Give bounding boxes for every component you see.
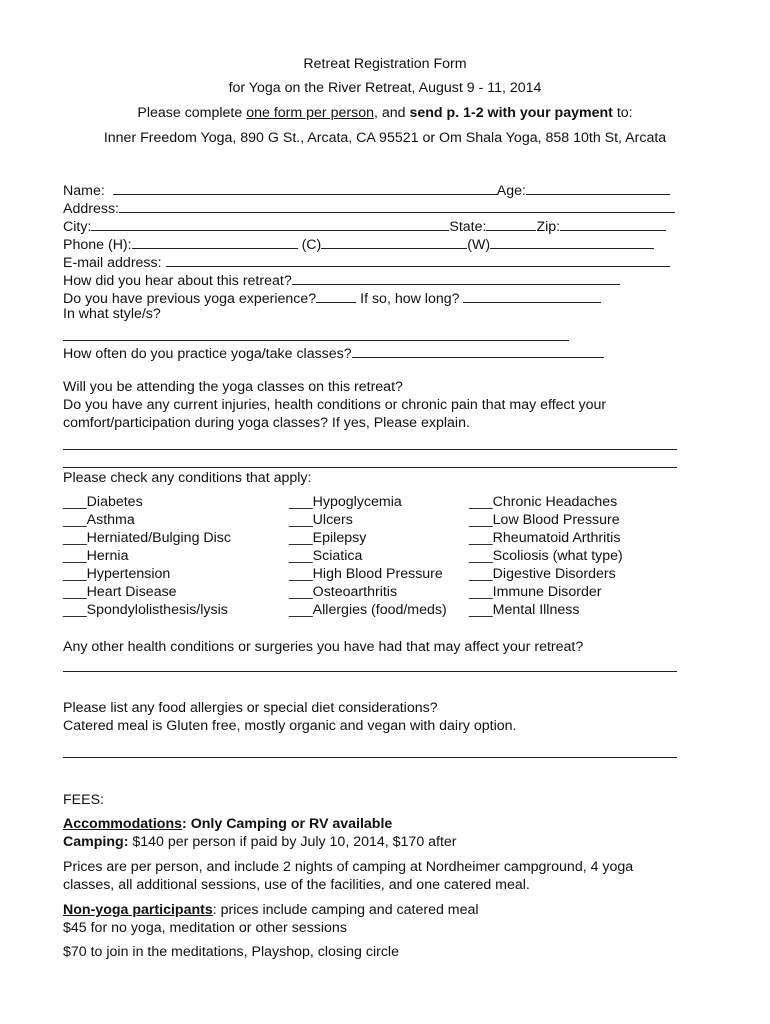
- condition-checkbox-blank[interactable]: ___: [289, 548, 313, 564]
- condition-checkbox-blank[interactable]: ___: [63, 584, 87, 600]
- how-often-field[interactable]: [352, 343, 604, 358]
- condition-label: Hypertension: [86, 566, 171, 582]
- condition-item[interactable]: [289, 602, 447, 618]
- condition-label: Diabetes: [86, 494, 143, 510]
- accommodations-note: : Only Camping or RV available: [182, 816, 393, 832]
- experience-label: Do you have previous yoga experience?: [63, 291, 317, 307]
- experience-field[interactable]: [316, 288, 356, 303]
- address-field[interactable]: [119, 198, 675, 213]
- condition-label: Hypoglycemia: [312, 494, 402, 510]
- condition-item[interactable]: [469, 494, 617, 510]
- form-instructions: [0, 105, 770, 121]
- condition-item[interactable]: [469, 530, 620, 546]
- phone-c-label: (C): [301, 237, 322, 253]
- condition-label: Herniated/Bulging Disc: [86, 530, 231, 546]
- condition-label: Digestive Disorders: [492, 566, 616, 582]
- condition-label: Heart Disease: [86, 584, 177, 600]
- condition-item[interactable]: [63, 512, 135, 528]
- condition-item[interactable]: [469, 602, 579, 618]
- accommodations-row: [63, 816, 392, 832]
- condition-item[interactable]: [289, 566, 443, 582]
- condition-item[interactable]: [469, 548, 623, 564]
- phone-h-field[interactable]: [132, 234, 298, 249]
- camping-price: $140 per person if paid by July 10, 2014, $170 after: [128, 834, 457, 850]
- condition-checkbox-blank[interactable]: ___: [469, 512, 493, 528]
- condition-checkbox-blank[interactable]: ___: [63, 602, 87, 618]
- condition-checkbox-blank[interactable]: ___: [63, 548, 87, 564]
- age-field[interactable]: [526, 180, 670, 195]
- city-label: City:: [63, 219, 92, 235]
- condition-label: Mental Illness: [492, 602, 580, 618]
- instr-bold: send p. 1-2 with your payment: [409, 105, 613, 121]
- condition-checkbox-blank[interactable]: ___: [289, 584, 313, 600]
- form-title: Retreat Registration Form: [303, 56, 467, 72]
- condition-checkbox-blank[interactable]: ___: [63, 530, 87, 546]
- prices-line-1: Prices are per person, and include 2 nights of camping at Nordheimer campground, 4 yoga: [63, 859, 634, 875]
- condition-item[interactable]: [63, 548, 128, 564]
- condition-checkbox-blank[interactable]: ___: [289, 512, 313, 528]
- condition-checkbox-blank[interactable]: ___: [289, 494, 313, 510]
- condition-item[interactable]: [469, 566, 616, 582]
- condition-label: Rheumatoid Arthritis: [492, 530, 621, 546]
- injuries-answer-line-1[interactable]: [63, 449, 677, 450]
- condition-item[interactable]: [469, 584, 601, 600]
- condition-checkbox-blank[interactable]: ___: [469, 602, 493, 618]
- condition-item[interactable]: [63, 584, 177, 600]
- instr-pre: Please complete: [137, 105, 247, 121]
- condition-label: Epilepsy: [312, 530, 367, 546]
- zip-field[interactable]: [560, 216, 666, 231]
- non-yoga-row: [63, 902, 479, 918]
- phone-row: [63, 234, 654, 253]
- condition-label: Hernia: [86, 548, 129, 564]
- condition-label: Scoliosis (what type): [492, 548, 623, 564]
- condition-checkbox-blank[interactable]: ___: [469, 494, 493, 510]
- email-label: E-mail address:: [63, 255, 162, 271]
- fee-45: $45 for no yoga, meditation or other sessions: [63, 920, 347, 936]
- accommodations-label: Accommodations: [63, 816, 183, 832]
- attending-question: Will you be attending the yoga classes on this retreat?: [63, 379, 403, 395]
- condition-item[interactable]: [63, 566, 170, 582]
- how-long-label: If so, how long?: [360, 291, 460, 307]
- style-label: In what style/s?: [63, 306, 161, 322]
- city-field[interactable]: [91, 216, 449, 231]
- address-row: [63, 198, 675, 217]
- address-label: Address:: [63, 201, 119, 217]
- condition-label: Ulcers: [312, 512, 353, 528]
- name-label: Name:: [63, 183, 105, 199]
- injuries-question-line-1: Do you have any current injuries, health conditions or chronic pain that may effect your: [63, 397, 607, 413]
- condition-checkbox-blank[interactable]: ___: [469, 548, 493, 564]
- phone-c-field[interactable]: [321, 234, 467, 249]
- camping-label: Camping:: [63, 834, 129, 850]
- other-health-answer-line[interactable]: [63, 671, 677, 672]
- email-row: [63, 252, 670, 271]
- fee-70: $70 to join in the meditations, Playshop, closing circle: [63, 944, 399, 960]
- condition-label: Allergies (food/meds): [312, 602, 447, 618]
- condition-checkbox-blank[interactable]: ___: [469, 530, 493, 546]
- name-field[interactable]: [113, 180, 497, 195]
- phone-h-label: Phone (H):: [63, 237, 132, 253]
- zip-label: Zip:: [536, 219, 561, 235]
- city-row: [63, 216, 666, 235]
- form-subtitle: for Yoga on the River Retreat, August 9 - 11, 2014: [228, 80, 542, 96]
- condition-item[interactable]: [469, 512, 620, 528]
- condition-checkbox-blank[interactable]: ___: [289, 566, 313, 582]
- injuries-question-line-2: comfort/participation during yoga classes? If yes, Please explain.: [63, 415, 470, 431]
- how-often-label: How often do you practice yoga/take classes?: [63, 346, 352, 362]
- hear-field[interactable]: [292, 270, 620, 285]
- condition-checkbox-blank[interactable]: ___: [469, 584, 493, 600]
- email-field[interactable]: [166, 252, 670, 267]
- hear-row: [63, 270, 620, 289]
- condition-label: Sciatica: [312, 548, 363, 564]
- food-answer-line[interactable]: [63, 757, 677, 758]
- condition-label: Immune Disorder: [492, 584, 602, 600]
- non-yoga-label: Non-yoga participants: [63, 902, 213, 918]
- state-label: State:: [449, 219, 487, 235]
- style-field[interactable]: [63, 340, 569, 341]
- how-often-row: [63, 343, 604, 362]
- instr-post: to:: [612, 105, 633, 121]
- condition-checkbox-blank[interactable]: ___: [289, 530, 313, 546]
- condition-item[interactable]: [63, 530, 231, 546]
- condition-checkbox-blank[interactable]: ___: [63, 566, 87, 582]
- condition-item[interactable]: [289, 548, 362, 564]
- condition-label: Chronic Headaches: [492, 494, 618, 510]
- condition-item[interactable]: [289, 530, 366, 546]
- phone-w-label: (W): [467, 237, 491, 253]
- condition-item[interactable]: [289, 494, 402, 510]
- condition-checkbox-blank[interactable]: ___: [289, 602, 313, 618]
- experience-row: [63, 288, 601, 307]
- hear-label: How did you hear about this retreat?: [63, 273, 292, 289]
- condition-label: High Blood Pressure: [312, 566, 443, 582]
- other-health-question: Any other health conditions or surgeries you have had that may affect your retreat?: [63, 639, 584, 655]
- condition-label: Osteoarthritis: [312, 584, 398, 600]
- mailing-address: Inner Freedom Yoga, 890 G St., Arcata, CA 95521 or Om Shala Yoga, 858 10th St, Arcata: [103, 130, 667, 146]
- instr-mid: , and: [373, 105, 410, 121]
- condition-item[interactable]: [289, 512, 353, 528]
- condition-label: Spondylolisthesis/lysis: [86, 602, 228, 618]
- catered-meal-note: Catered meal is Gluten free, mostly organic and vegan with dairy option.: [63, 718, 517, 734]
- state-field[interactable]: [486, 216, 536, 231]
- condition-item[interactable]: [63, 494, 143, 510]
- condition-checkbox-blank[interactable]: ___: [469, 566, 493, 582]
- condition-checkbox-blank[interactable]: ___: [63, 494, 87, 510]
- condition-item[interactable]: [63, 602, 228, 618]
- prices-line-2: classes, all additional sessions, use of the facilities, and one catered meal.: [63, 877, 530, 893]
- name-row: [63, 180, 670, 199]
- condition-label: Low Blood Pressure: [492, 512, 620, 528]
- age-label: Age:: [496, 183, 526, 199]
- conditions-heading: Please check any conditions that apply:: [63, 470, 312, 486]
- condition-item[interactable]: [289, 584, 397, 600]
- how-long-field[interactable]: [463, 288, 601, 303]
- condition-label: Asthma: [86, 512, 135, 528]
- condition-checkbox-blank[interactable]: ___: [63, 512, 87, 528]
- fees-heading: FEES:: [63, 792, 104, 808]
- instr-underlined: one form per person: [246, 105, 374, 121]
- non-yoga-note: : prices include camping and catered meal: [212, 902, 479, 918]
- food-allergy-question: Please list any food allergies or special diet considerations?: [63, 700, 438, 716]
- camping-row: [63, 834, 457, 850]
- phone-w-field[interactable]: [490, 234, 654, 249]
- injuries-answer-line-2[interactable]: [63, 467, 677, 468]
